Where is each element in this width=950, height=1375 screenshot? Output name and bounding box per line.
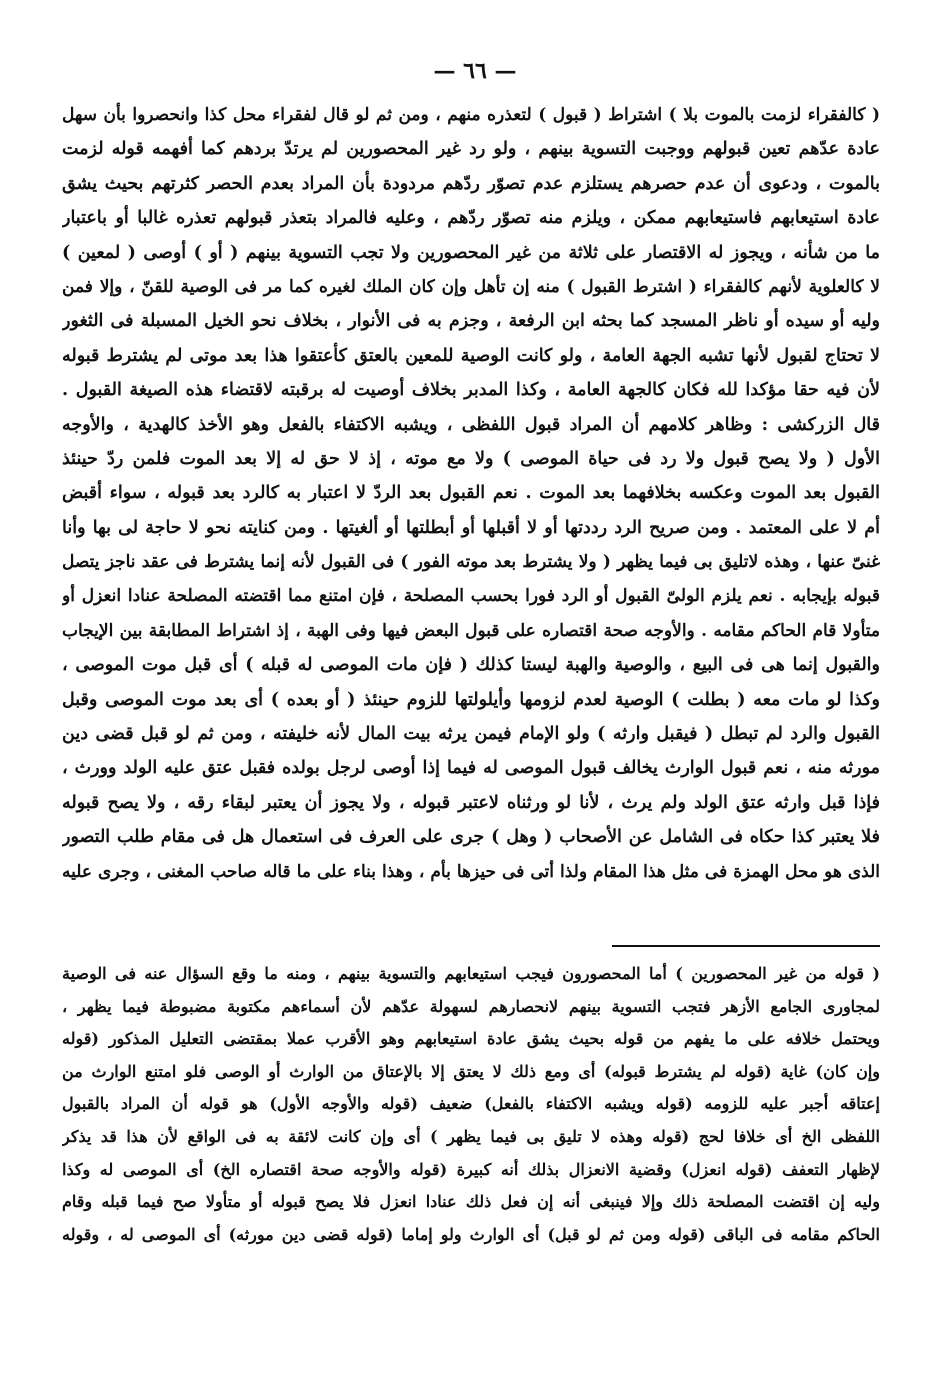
- body-text-line: الأول ( ولا يصح قبول ولا رد فى حياة الموصى ) ولا مع موته ، إذ لا حق له إلا بعد الموت فلمن ردّ حينئذ: [62, 448, 880, 469]
- footnotes-body: [62, 958, 880, 1251]
- body-text-line: وليه أو سيده أو ناظر المسجد كما بحثه ابن الرفعة ، وجزم به فى الأنوار ، بخلاف نحو الخيل المسبلة فى الثغور: [62, 311, 880, 332]
- body-text-line: بالموت ، ودعوى أن عدم حصرهم يستلزم عدم تصوّر ردّهم مردودة بأن المراد بعدم الحصر كثرتهم بحيث يشق: [62, 173, 880, 194]
- body-text-line: قال الزركشى : وظاهر كلامهم أن المراد قبول اللفظى ، ويشبه الاكتفاء بالفعل وهو الأخذ كالهدية ، والأوجه: [62, 414, 880, 435]
- body-text-line: أم لا على المعتمد . ومن صريح الرد رددتها أو لا أقبلها أو أبطلتها أو ألغيتها . ومن كنايته نحو لا حاجة لى بها وأنا: [62, 517, 880, 538]
- footnote-text-line: وليه إن اقتضت المصلحة ذلك وإلا فينبغى أنه إن فعل ذلك عنادا انعزل فلا يصح قبوله أو متأولا صح فيما قبله وقام: [62, 1192, 880, 1212]
- body-text-line: ( كالفقراء لزمت بالموت بلا ) اشتراط ( قبول ) لتعذره منهم ، ومن ثم لو قال لفقراء محل كذا وانحصروا بأن سهل: [62, 105, 880, 125]
- body-text-line: فلا يعتبر كذا حكاه فى الشامل عن الأصحاب ( وهل ) جرى على العرف فى استعمال هل فى مقام طلب التصور: [62, 827, 880, 848]
- body-text-line: لأن فيه حقا مؤكدا لله فكان كالجهة العامة ، وكذا المدبر بخلاف أوصيت له برقبته لاقتضاء هذه الصيغة القبول .: [62, 380, 880, 401]
- body-text-line: مورثه منه ، نعم قبول الوارث يخالف قبول الموصى له فيما إذا أوصى لرجل بولده فقبل عتق عليه الولد وورث ،: [62, 758, 880, 779]
- body-text-line: عادة عدّهم تعين قبولهم ووجبت التسوية بينهم ، ولو رد غير المحصورين لم يرتدّ بردهم كما أفهمه قوله لزمت: [62, 139, 880, 160]
- body-text-line: الذى هو محل الهمزة فى مثل هذا المقام ولذا أتى فى حيزها بأم ، وهذا بناء على ما قاله صاحب المغنى ، وجرى عليه: [62, 861, 880, 882]
- footnote-text-line: الحاكم مقامه فى الباقى (قوله ومن ثم لو قبل) أى الوارث ولو إماما (قوله قضى دين مورثه) أى الموصى له ، وقوله: [62, 1224, 880, 1244]
- footnote-text-line: لمجاورى الجامع الأزهر فتجب التسوية بينهم لانحصارهم لسهولة عدّهم لأن أسماءهم مكتوبة مضبوطة فيما يظهر ،: [62, 996, 880, 1016]
- footnote-text-line: إعتاقه أجبر عليه للزومه (قوله ويشبه الاكتفاء بالفعل) ضعيف (قوله والأوجه الأول) هو قوله أن المراد بالقبول: [62, 1094, 880, 1114]
- body-text-line: وكذا لو مات معه ( بطلت ) الوصية لعدم لزومها وأيلولتها للزوم حينئذ ( أو بعده ) أى بعد موت الموصى وقبل: [62, 689, 880, 710]
- footnote-divider: [612, 945, 880, 947]
- body-text-line: والقبول إنما هى فى البيع ، والوصية والهبة ليستا كذلك ( فإن مات الموصى له قبله ) أى قبل موت الموصى ،: [62, 655, 880, 676]
- body-text-line: ما من شأنه ، ويجوز له الاقتصار على ثلاثة من غير المحصورين ولا تجب التسوية بينهم ( أو ) أوصى ( لمعين ): [62, 242, 880, 263]
- body-text-line: القبول بعد الموت وعكسه بخلافهما بعد الموت . نعم القبول بعد الردّ لا اعتبار به كالرد بعد قبوله ، سواء أقبض: [62, 483, 880, 504]
- main-text-body: [62, 98, 880, 889]
- body-text-line: عادة استيعابهم فاستيعابهم ممكن ، ويلزم منه تصوّر ردّهم ، وعليه فالمراد بتعذر قبولهم تعذره غالبا أو باعتبار: [62, 208, 880, 229]
- body-text-line: القبول والرد لم تبطل ( فيقبل وارثه ) ولو الإمام فيمن يرثه بيت المال لأنه خليفته ، ومن ثم لو قبل قضى دين: [62, 724, 880, 745]
- page-number: — ٦٦ —: [433, 58, 517, 84]
- footnote-text-line: ( قوله من غير المحصورين ) أما المحصورون فيجب استيعابهم والتسوية بينهم ، ومنه ما وقع السؤال عنه فى الوصية: [62, 964, 880, 983]
- body-text-line: فإذا قبل وارثه عتق الولد ولم يرث ، لأنا لو ورثناه لاعتبر قبوله ، ولا يجوز أن يعتبر لبقاء رقه ، ولا يصح قبوله: [62, 792, 880, 813]
- body-text-line: لا تحتاج لقبول لأنها تشبه الجهة العامة ، ولو كانت الوصية للمعين بالعتق كأعتقوا هذا بعد موتى لم يشترط قبوله: [62, 345, 880, 366]
- body-text-line: غنىّ عنها ، وهذه لاتليق بى فيما يظهر ( ولا يشترط بعد موته الفور ) فى القبول لأنه إنما يشترط فى عقد ناجز يتصل: [62, 552, 880, 573]
- footnote-text-line: اللفظى الخ أى خلافا لحج (قوله وهذه لا تليق بى فيما يظهر ) أى وإن كانت لائقة به فى الواقع لأن هذا قد يذكر: [62, 1126, 880, 1146]
- footnote-text-line: وإن كان) غاية (قوله لم يشترط قبوله) أى ومع ذلك لا يعتق إلا بالإعتاق من الوارث أو الوصى فلو امتنع الوارث من: [62, 1061, 880, 1081]
- body-text-line: لا كالعلوية لأنهم كالفقراء ( اشترط القبول ) منه إن تأهل وإن كان الملك لغيره كما مر فى الوصية للقنّ ، وإلا فمن: [62, 276, 880, 297]
- body-text-line: قبوله بإيجابه . نعم يلزم الولىّ القبول أو الرد فورا بحسب المصلحة ، فإن امتنع مما اقتضته المصلحة عنادا انعزل أو: [62, 586, 880, 607]
- footnote-text-line: لإظهار التعفف (قوله انعزل) وقضية الانعزال بذلك أنه كبيرة (قوله والأوجه صحة اقتصاره الخ) أى الموصى له وكذا: [62, 1159, 880, 1179]
- footnote-text-line: ويحتمل خلافه على ما يفهم من قوله بحيث يشق عادة استيعابهم وهو الأقرب عملا بمقتضى التعليل المذكور (قوله: [62, 1029, 880, 1049]
- body-text-line: متأولا قام الحاكم مقامه . والأوجه صحة اقتصاره على قبول البعض فيها وفى الهبة ، إذ اشتراط المطابقة بين الإيجاب: [62, 620, 880, 641]
